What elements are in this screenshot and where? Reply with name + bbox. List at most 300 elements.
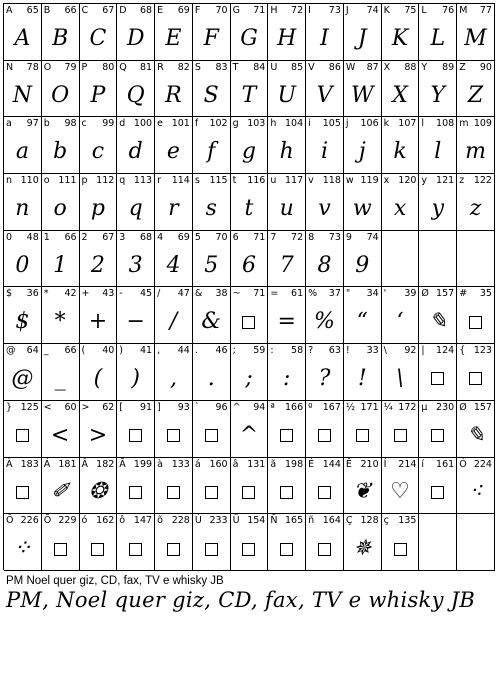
cell-code-label: 58 — [291, 345, 304, 357]
cell-label — [119, 232, 152, 243]
cell-char-label: y — [421, 175, 428, 187]
cell-label — [421, 118, 454, 129]
cell-char-label: Ú — [194, 515, 202, 527]
glyph-cell — [193, 4, 231, 61]
cell-char-label: u — [270, 175, 277, 187]
glyph-cell — [382, 401, 420, 458]
cell-label — [233, 175, 266, 186]
glyph-cell — [155, 174, 193, 231]
font-name-caption: PM Noel quer giz, CD, fax, TV e whisky JB — [6, 575, 224, 587]
cell-label — [119, 345, 152, 356]
glyph-cell — [382, 458, 420, 515]
glyph-sample: y — [431, 195, 445, 221]
cell-code-label: 78 — [26, 61, 39, 73]
glyph-sample: f — [207, 139, 216, 165]
glyph-sample: U — [277, 82, 297, 108]
glyph-cell — [4, 344, 42, 401]
glyph-cell — [457, 514, 495, 571]
cell-char-label: Z — [459, 61, 466, 73]
glyph-cell — [344, 174, 382, 231]
cell-label — [233, 62, 266, 73]
cell-code-label: 69 — [177, 5, 190, 16]
cell-label — [157, 402, 190, 413]
cell-code-label: 120 — [398, 175, 417, 187]
cell-code-label: 87 — [366, 61, 379, 73]
cell-char-label: z — [459, 175, 465, 187]
cell-code-label: 157 — [473, 401, 492, 413]
cell-code-label: 161 — [436, 458, 455, 470]
cell-label — [384, 118, 417, 129]
glyph-cell — [4, 174, 42, 231]
cell-code-label: 91 — [139, 401, 153, 413]
glyph-sample: v — [318, 195, 331, 221]
cell-label — [384, 175, 417, 186]
cell-char-label: < — [43, 401, 52, 413]
cell-char-label: â — [232, 458, 239, 470]
cell-label — [157, 175, 190, 186]
glyph-cell — [382, 174, 420, 231]
cell-label — [421, 5, 454, 16]
glyph-sample: > — [88, 422, 108, 448]
cell-char-label: Í — [383, 458, 387, 470]
cell-label — [421, 402, 454, 413]
glyph-sample: ‘ — [396, 309, 404, 335]
cell-code-label: 109 — [473, 118, 492, 130]
glyph-sample: _ — [54, 365, 66, 391]
cell-label — [346, 175, 379, 186]
cell-code-label: 33 — [366, 345, 379, 357]
cell-label — [233, 5, 266, 16]
cell-code-label: 103 — [247, 118, 266, 130]
glyph-cell — [80, 174, 118, 231]
cell-code-label: 74 — [366, 231, 379, 243]
glyph-sample: ✵ — [353, 536, 372, 562]
cell-label — [233, 232, 266, 243]
cell-code-label: 224 — [473, 458, 492, 470]
cell-code-label: 229 — [58, 515, 77, 527]
cell-code-label: 118 — [322, 175, 341, 187]
cell-label — [384, 5, 417, 16]
glyph-sample: W — [350, 82, 374, 108]
cell-label — [82, 345, 115, 356]
cell-label — [421, 515, 454, 526]
glyph-sample: ^ — [239, 422, 259, 448]
glyph-sample: / — [169, 309, 178, 335]
cell-label — [82, 62, 115, 73]
glyph-cell — [231, 4, 269, 61]
glyph-cell — [306, 61, 344, 118]
glyph-cell — [155, 117, 193, 174]
glyph-cell — [117, 458, 155, 515]
cell-code-label: 44 — [177, 345, 190, 357]
glyph-cell — [419, 117, 457, 174]
glyph-cell — [42, 231, 80, 288]
cell-label — [44, 459, 77, 470]
cell-char-label: K — [383, 5, 390, 16]
glyph-row — [4, 514, 495, 571]
cell-code-label: 144 — [322, 458, 341, 470]
cell-char-label: 8 — [308, 231, 315, 243]
cell-char-label: o — [43, 175, 50, 187]
cell-label — [157, 515, 190, 526]
cell-label — [421, 62, 454, 73]
glyph-sample: ) — [131, 365, 140, 391]
cell-label — [459, 62, 492, 73]
cell-label — [195, 515, 228, 526]
cell-char-label: b — [43, 118, 50, 130]
cell-label — [233, 118, 266, 129]
glyph-sample: x — [393, 195, 407, 221]
glyph-cell — [306, 117, 344, 174]
cell-char-label: : — [270, 345, 274, 357]
cell-code-label: 183 — [20, 458, 39, 470]
glyph-cell — [155, 344, 193, 401]
cell-label — [308, 288, 341, 299]
cell-label — [195, 459, 228, 470]
cell-label — [384, 515, 417, 526]
cell-label — [233, 515, 266, 526]
cell-code-label: 77 — [479, 5, 492, 16]
glyph-sample: g — [241, 139, 257, 165]
glyph-cell — [117, 117, 155, 174]
glyph-cell — [117, 514, 155, 571]
glyph-sample: n — [15, 195, 30, 221]
glyph-cell — [193, 287, 231, 344]
cell-code-label: 63 — [328, 345, 341, 357]
cell-label — [195, 288, 228, 299]
cell-label — [44, 345, 77, 356]
glyph-sample: ✐ — [50, 479, 70, 505]
cell-code-label: 97 — [26, 118, 39, 130]
cell-char-label: " — [345, 288, 351, 300]
missing-glyph-box — [155, 415, 192, 457]
cell-char-label: @ — [6, 345, 16, 357]
cell-code-label: 88 — [404, 61, 417, 73]
cell-char-label: C — [81, 5, 89, 16]
cell-char-label: 5 — [194, 231, 201, 243]
glyph-cell — [231, 458, 269, 515]
cell-code-label: 86 — [328, 61, 341, 73]
cell-label — [459, 175, 492, 186]
cell-label — [6, 345, 39, 356]
missing-glyph-box — [231, 528, 268, 570]
cell-char-label: ^ — [232, 401, 241, 413]
cell-code-label: 198 — [284, 458, 304, 470]
glyph-cell — [268, 344, 306, 401]
glyph-cell — [80, 401, 118, 458]
cell-char-label: R — [157, 61, 164, 73]
glyph-sample: a — [15, 139, 29, 165]
glyph-sample: Q — [126, 82, 145, 108]
glyph-cell — [419, 344, 457, 401]
cell-code-label: 47 — [177, 288, 190, 300]
cell-label — [308, 402, 341, 413]
cell-label — [195, 232, 228, 243]
glyph-sample: C — [89, 25, 107, 51]
glyph-cell — [231, 401, 269, 458]
glyph-cell — [117, 401, 155, 458]
cell-label — [119, 515, 152, 526]
cell-char-label: S — [194, 61, 201, 73]
cell-char-label: ô — [119, 515, 126, 527]
cell-code-label: 233 — [209, 515, 228, 527]
cell-char-label: ó — [81, 515, 88, 527]
glyph-cell — [306, 231, 344, 288]
cell-char-label: À — [6, 458, 13, 470]
cell-code-label: 99 — [102, 118, 115, 130]
glyph-row — [4, 231, 495, 288]
cell-label — [308, 118, 341, 129]
cell-label — [195, 118, 228, 129]
cell-char-label: 0 — [6, 231, 13, 243]
glyph-cell — [344, 401, 382, 458]
cell-char-label: f — [194, 118, 199, 130]
cell-char-label: w — [345, 175, 354, 187]
glyph-cell — [231, 61, 269, 118]
missing-glyph-box — [193, 528, 230, 570]
glyph-sample: L — [430, 25, 446, 51]
cell-label — [157, 118, 190, 129]
glyph-sample: 9 — [355, 252, 370, 278]
glyph-cell — [344, 61, 382, 118]
glyph-cell — [457, 117, 495, 174]
cell-label — [82, 232, 115, 243]
missing-glyph-box — [268, 528, 305, 570]
cell-label — [270, 402, 303, 413]
glyph-sample: d — [128, 139, 143, 165]
cell-code-label: 101 — [171, 118, 190, 130]
glyph-cell — [231, 287, 269, 344]
cell-label — [119, 118, 152, 129]
glyph-cell — [231, 514, 269, 571]
cell-char-label: { — [459, 345, 466, 357]
cell-char-label: + — [81, 288, 90, 300]
cell-code-label: 121 — [436, 175, 455, 187]
glyph-cell — [268, 61, 306, 118]
cell-label — [119, 402, 152, 413]
cell-code-label: 92 — [404, 345, 417, 357]
glyph-cell — [117, 4, 155, 61]
cell-label — [459, 402, 492, 413]
cell-code-label: 38 — [215, 288, 228, 300]
glyph-sample: ⁖ — [469, 479, 483, 505]
cell-char-label: 1 — [43, 231, 50, 243]
cell-code-label: 46 — [215, 345, 228, 357]
cell-label — [346, 232, 379, 243]
cell-label — [308, 175, 341, 186]
cell-char-label: ) — [119, 345, 124, 357]
cell-label — [157, 5, 190, 16]
cell-label — [44, 118, 77, 129]
glyph-cell — [231, 344, 269, 401]
cell-char-label: c — [81, 118, 87, 130]
cell-label — [421, 288, 454, 299]
glyph-cell — [80, 231, 118, 288]
cell-label — [82, 402, 115, 413]
cell-char-label: 9 — [345, 231, 352, 243]
cell-label — [119, 175, 152, 186]
cell-label — [6, 232, 39, 243]
glyph-cell — [42, 514, 80, 571]
cell-char-label: µ — [421, 401, 428, 413]
cell-label — [44, 515, 77, 526]
cell-char-label: M — [459, 5, 468, 16]
glyph-sample: P — [90, 82, 106, 108]
glyph-sample — [382, 245, 419, 287]
cell-label — [157, 459, 190, 470]
cell-char-label: # — [459, 288, 468, 300]
cell-code-label: 133 — [171, 458, 190, 470]
cell-label — [82, 175, 115, 186]
cell-code-label: 71 — [253, 5, 266, 16]
cell-code-label: 172 — [398, 401, 417, 413]
glyph-cell — [80, 117, 118, 174]
glyph-cell — [155, 231, 193, 288]
cell-char-label: Ô — [6, 515, 14, 527]
cell-code-label: 45 — [139, 288, 153, 300]
glyph-row — [4, 174, 495, 231]
missing-glyph-box — [193, 415, 230, 457]
missing-glyph-box — [457, 301, 494, 343]
glyph-cell — [155, 61, 193, 118]
cell-code-label: 90 — [479, 61, 492, 73]
cell-char-label: Ø — [421, 288, 429, 300]
glyph-cell — [42, 174, 80, 231]
glyph-sample: J — [357, 25, 367, 51]
cell-char-label: ] — [157, 401, 161, 413]
cell-char-label: % — [308, 288, 318, 300]
cell-char-label: $ — [6, 288, 13, 300]
glyph-sample: & — [201, 309, 221, 335]
missing-glyph-box — [117, 528, 154, 570]
glyph-cell — [457, 287, 495, 344]
glyph-cell — [155, 401, 193, 458]
glyph-cell — [4, 61, 42, 118]
glyph-sample: ⁘ — [13, 536, 32, 562]
cell-label — [195, 402, 228, 413]
cell-label — [346, 459, 379, 470]
cell-code-label: 104 — [284, 118, 304, 130]
cell-char-label: = — [270, 288, 279, 300]
glyph-sample: ! — [357, 365, 367, 391]
cell-label — [44, 62, 77, 73]
cell-char-label: Ü — [232, 515, 240, 527]
glyph-cell — [42, 287, 80, 344]
cell-code-label: 96 — [215, 401, 228, 413]
glyph-sample: 3 — [128, 252, 143, 278]
glyph-sample: : — [283, 365, 291, 391]
missing-glyph-box — [382, 528, 419, 570]
glyph-cell — [344, 344, 382, 401]
glyph-sample: . — [207, 365, 215, 391]
cell-char-label: G — [232, 5, 240, 16]
glyph-grid — [3, 3, 495, 570]
glyph-sample: H — [277, 25, 297, 51]
cell-label — [119, 62, 152, 73]
cell-code-label: 93 — [177, 401, 190, 413]
cell-code-label: 154 — [247, 515, 266, 527]
glyph-sample: N — [12, 82, 32, 108]
cell-label — [384, 288, 417, 299]
missing-glyph-box — [4, 415, 41, 457]
glyph-cell — [155, 4, 193, 61]
glyph-cell — [306, 514, 344, 571]
cell-code-label: 108 — [436, 118, 455, 130]
cell-code-label: 43 — [102, 288, 115, 300]
glyph-cell — [382, 4, 420, 61]
cell-char-label: Ã — [119, 458, 126, 470]
cell-code-label: 84 — [253, 61, 266, 73]
cell-label — [421, 175, 454, 186]
glyph-cell — [382, 287, 420, 344]
glyph-sample: V — [316, 82, 333, 108]
cell-char-label: Á — [43, 458, 51, 470]
glyph-row — [4, 458, 495, 515]
missing-glyph-box — [419, 358, 456, 400]
cell-code-label: 228 — [171, 515, 190, 527]
glyph-sample: D — [126, 25, 145, 51]
cell-code-label: 75 — [404, 5, 417, 16]
cell-label — [346, 62, 379, 73]
cell-label — [308, 232, 341, 243]
cell-label — [270, 345, 303, 356]
glyph-sample: 4 — [166, 252, 181, 278]
cell-char-label: õ — [157, 515, 163, 527]
cell-code-label: 135 — [398, 515, 417, 527]
cell-code-label: 67 — [102, 5, 115, 16]
cell-code-label: 162 — [96, 515, 115, 527]
glyph-cell — [457, 401, 495, 458]
cell-label — [384, 62, 417, 73]
cell-code-label: 171 — [360, 401, 379, 413]
cell-char-label: r — [157, 175, 161, 187]
glyph-cell — [80, 514, 118, 571]
glyph-cell — [382, 61, 420, 118]
cell-char-label: á — [194, 458, 201, 470]
glyph-sample: O — [51, 82, 70, 108]
glyph-cell — [117, 174, 155, 231]
cell-char-label: g — [232, 118, 239, 130]
cell-char-label: x — [383, 175, 390, 187]
cell-label — [384, 402, 417, 413]
glyph-sample: R — [165, 82, 182, 108]
cell-label — [6, 515, 39, 526]
cell-char-label: Ó — [459, 458, 467, 470]
cell-char-label: I — [308, 5, 311, 16]
glyph-sample: X — [392, 82, 408, 108]
cell-label — [421, 232, 454, 243]
cell-code-label: 147 — [133, 515, 153, 527]
cell-label — [384, 232, 417, 243]
cell-char-label: ! — [345, 345, 350, 357]
glyph-cell — [42, 401, 80, 458]
glyph-cell — [268, 231, 306, 288]
cell-label — [308, 62, 341, 73]
glyph-sample: E — [165, 25, 182, 51]
glyph-sample: 5 — [204, 252, 219, 278]
cell-char-label: í — [421, 458, 425, 470]
glyph-cell — [268, 117, 306, 174]
cell-code-label: 37 — [328, 288, 341, 300]
cell-code-label: 85 — [291, 61, 304, 73]
glyph-cell — [155, 514, 193, 571]
cell-char-label: V — [308, 61, 315, 73]
cell-char-label: E — [157, 5, 164, 16]
glyph-sample: $ — [15, 309, 30, 335]
cell-code-label: 39 — [404, 288, 417, 300]
cell-char-label: l — [421, 118, 425, 130]
cell-char-label: a — [6, 118, 12, 130]
